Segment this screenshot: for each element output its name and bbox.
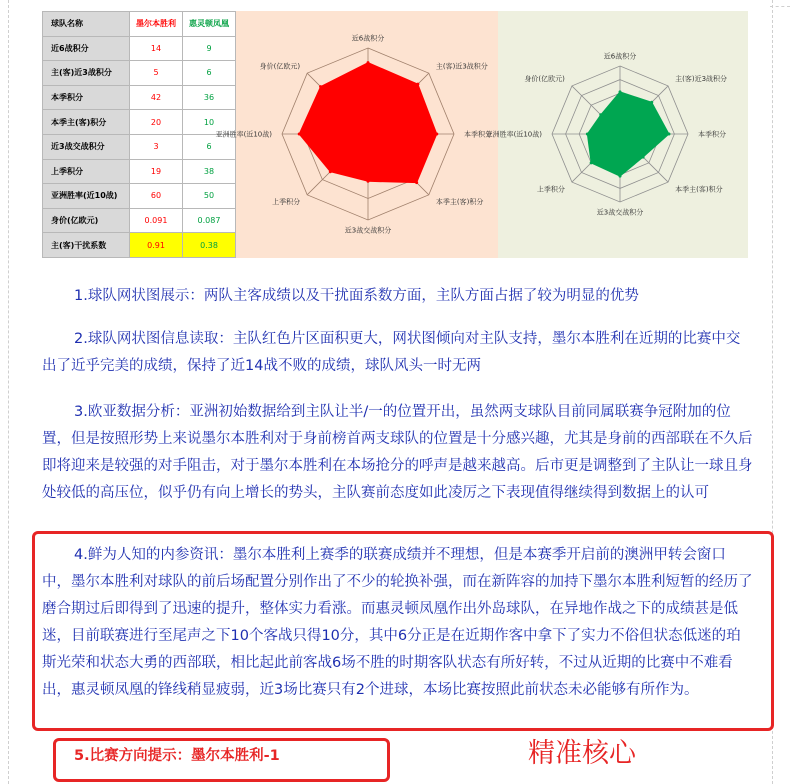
radar-axis-label: 本季主(客)积分 bbox=[435, 198, 484, 207]
radar-axis-label: 上季积分 bbox=[272, 198, 301, 207]
paragraph-3: 3.欧亚数据分析：亚洲初始数据给到主队让半/一的位置开出，虽然两支球队目前同属联赛争冠附加的位置，但是按照形势上来说墨尔本胜利对于身前榜首两支球队的位置是十分感兴趣，尤其是身前的西部联在不久后即将迎来是较强的对手阻击，对于墨尔本胜利在本场抢分的呼声是越来越高。后市更是调整到了主队让一球且身处较低的高压位，似乎仍有向上增长的势头，主队赛前态度如此凌厉之下表现值得继续得到数据上的认可 bbox=[42, 404, 753, 501]
radar-axis-label: 近6战积分 bbox=[603, 52, 637, 61]
radar-axis-label: 近3战交战积分 bbox=[596, 208, 644, 217]
row-label: 主(客)近3战积分 bbox=[43, 61, 130, 86]
home-value: 0.091 bbox=[130, 208, 183, 233]
radar-axis-label: 本季主(客)积分 bbox=[675, 185, 723, 194]
home-value: 19 bbox=[130, 159, 183, 184]
radar-axis-label: 主(客)近3战积分 bbox=[675, 75, 728, 84]
header-home-team: 墨尔本胜利 bbox=[130, 12, 183, 37]
row-label: 近3战交战积分 bbox=[43, 134, 130, 159]
table-row bbox=[43, 184, 236, 209]
header-away-team: 惠灵顿凤凰 bbox=[183, 12, 236, 37]
table-header-row bbox=[43, 12, 236, 37]
radar-axis-label: 主(客)近3战积分 bbox=[435, 62, 488, 71]
away-value: 6 bbox=[183, 134, 236, 159]
row-label: 上季积分 bbox=[43, 159, 130, 184]
radar-data-point bbox=[619, 90, 622, 93]
table-row bbox=[43, 110, 236, 135]
home-value: 20 bbox=[130, 110, 183, 135]
table-row bbox=[43, 233, 236, 258]
table-row bbox=[43, 134, 236, 159]
radar-axis-label: 上季积分 bbox=[536, 185, 565, 194]
row-label: 本季主(客)积分 bbox=[43, 110, 130, 135]
radar-series-area bbox=[587, 92, 669, 176]
away-value: 38 bbox=[183, 159, 236, 184]
away-value: 9 bbox=[183, 36, 236, 61]
home-value: 60 bbox=[130, 184, 183, 209]
table-row bbox=[43, 208, 236, 233]
home-value: 5 bbox=[130, 61, 183, 86]
away-value: 50 bbox=[183, 184, 236, 209]
away-radar-svg bbox=[485, 11, 748, 258]
radar-series-area bbox=[299, 63, 437, 183]
table-row bbox=[43, 61, 236, 86]
radar-data-point bbox=[599, 113, 602, 116]
away-value: 0.087 bbox=[183, 208, 236, 233]
paragraph-2: 2.球队网状图信息读取：主队红色片区面积更大，网状图倾向对主队支持，墨尔本胜利在近期的比赛中交出了近乎完美的成绩，保持了近14战不败的成绩，球队风头一时无两 bbox=[42, 331, 741, 374]
radar-data-point bbox=[642, 156, 645, 159]
radar-data-point bbox=[586, 133, 589, 136]
radar-axis-label: 本季积分 bbox=[464, 130, 492, 139]
radar-data-point bbox=[416, 83, 419, 86]
row-label: 身价(亿欧元) bbox=[43, 208, 130, 233]
row-label: 亚洲胜率(近10战) bbox=[43, 184, 130, 209]
radar-data-point bbox=[298, 133, 301, 136]
stats-table bbox=[42, 11, 236, 258]
radar-axis-label: 亚洲胜率(近10战) bbox=[485, 130, 542, 139]
radar-data-point bbox=[590, 161, 593, 164]
radar-data-point bbox=[319, 85, 322, 88]
radar-axis-label: 近3战交战积分 bbox=[344, 226, 392, 235]
row-label: 近6战积分 bbox=[43, 36, 130, 61]
radar-data-point bbox=[367, 180, 370, 183]
radar-data-point bbox=[435, 133, 438, 136]
radar-data-point bbox=[650, 101, 653, 104]
paragraph-4: 4.鲜为人知的内参资讯：墨尔本胜利上赛季的联赛成绩并不理想，但是本赛季开启前的澳洲甲转会窗口中，墨尔本胜利对球队的前后场配置分别作出了不少的轮换补强，而在新阵容的加持下墨尔本胜利短暂的经历了磨合期过后即得到了迅速的提升，整体实力看涨。而惠灵顿凤凰作出外岛球队，在异地作战之下的成绩甚是低迷，目前联赛进行至尾声之下10个客战只得10分，其中6分正是在近期作客中拿下了实力不俗但状态低迷的珀斯光荣和状态大勇的西部联，相比起此前客战6场不胜的时期客队状态有所好转，不过从近期的比赛中不难看出，惠灵顿凤凰的锋线稍显疲弱，近3场比赛只有2个进球，本场比赛按照此前状态未必能够有所作为。 bbox=[42, 547, 753, 698]
home-radar-chart bbox=[215, 11, 498, 258]
core-label: 精准核心 bbox=[528, 738, 636, 769]
radar-data-point bbox=[619, 175, 622, 178]
radar-axis-label: 亚洲胜率(近10战) bbox=[215, 130, 272, 139]
radar-data-point bbox=[329, 170, 332, 173]
home-value: 0.91 bbox=[130, 233, 183, 258]
radar-axis-label: 身价(亿欧元) bbox=[259, 62, 301, 71]
radar-data-point bbox=[667, 133, 670, 136]
radar-data-point bbox=[415, 181, 418, 184]
home-value: 3 bbox=[130, 134, 183, 159]
radar-axis-label: 近6战积分 bbox=[351, 34, 385, 43]
row-label: 本季积分 bbox=[43, 85, 130, 110]
away-value: 10 bbox=[183, 110, 236, 135]
match-tip: 5.比赛方向提示：墨尔本胜利-1 bbox=[74, 748, 280, 764]
away-radar-chart bbox=[485, 11, 748, 258]
home-radar-svg bbox=[215, 11, 498, 258]
radar-axis-label: 身价(亿欧元) bbox=[524, 75, 565, 84]
page-guide-left bbox=[8, 0, 9, 784]
radar-axis-label: 本季积分 bbox=[698, 130, 726, 139]
away-value: 0.38 bbox=[183, 233, 236, 258]
home-value: 42 bbox=[130, 85, 183, 110]
home-value: 14 bbox=[130, 36, 183, 61]
table-row bbox=[43, 85, 236, 110]
header-name: 球队名称 bbox=[43, 12, 130, 37]
page-guide-top bbox=[770, 6, 790, 7]
row-label: 主(客)干扰系数 bbox=[43, 233, 130, 258]
table-row bbox=[43, 36, 236, 61]
table-row bbox=[43, 159, 236, 184]
paragraph-1: 1.球队网状图展示：两队主客成绩以及干扰面系数方面，主队方面占据了较为明显的优势 bbox=[74, 288, 639, 304]
away-value: 36 bbox=[183, 85, 236, 110]
away-value: 6 bbox=[183, 61, 236, 86]
radar-data-point bbox=[367, 61, 370, 64]
